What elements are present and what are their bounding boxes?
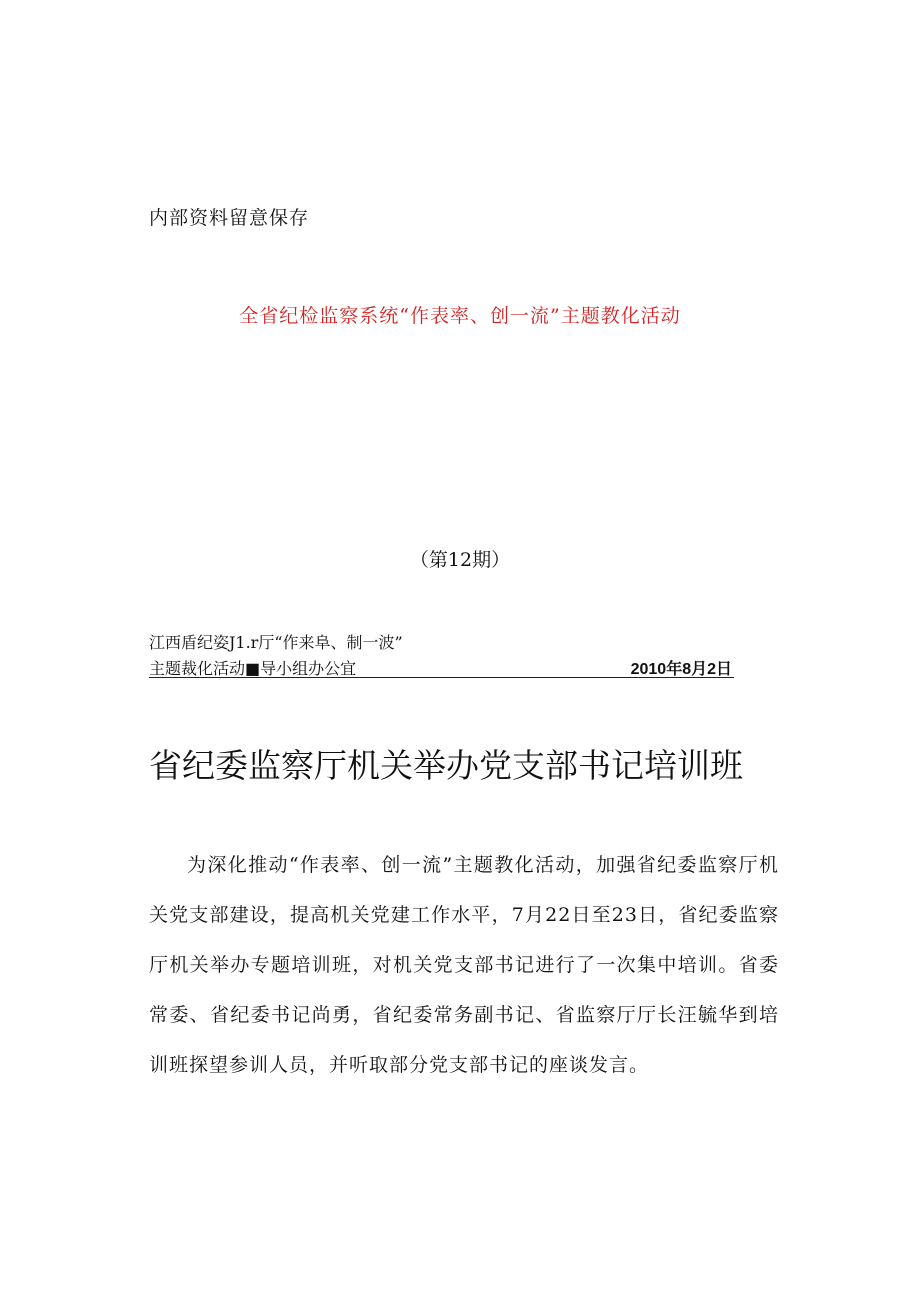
- issue-number: （第12期）: [409, 549, 511, 571]
- issue-date: 2010年8月2日: [630, 661, 732, 678]
- masthead-title: 全省纪检监察系统“作表率、创一流”主题教化活动: [239, 305, 681, 327]
- issuer-office: 主题裁化活动■导小组办公宜: [149, 659, 357, 678]
- article-body: 为深化推动“作表率、创一流”主题教化活动，加强省纪委监察厅机关党支部建设，提高机关党建工作水平，7月22日至23日，省纪委监察厅机关举办专题培训班，对机关党支部书记进行了一次集中培训。省委常委、省纪委书记尚勇，省纪委常务副书记、省监察厅厅长汪毓华到培训班探望参训人员，并听取部分党支部书记的座谈发言。: [149, 854, 779, 1076]
- internal-notice: 内部资料留意保存: [149, 207, 310, 229]
- issuer-line-1: 江西盾纪姿J1.r厅“作来阜、制一波”: [149, 633, 403, 652]
- article-title: 省纪委监察厅机关举办党支部书记培训班: [149, 746, 743, 785]
- issuer-line-2: [149, 656, 734, 678]
